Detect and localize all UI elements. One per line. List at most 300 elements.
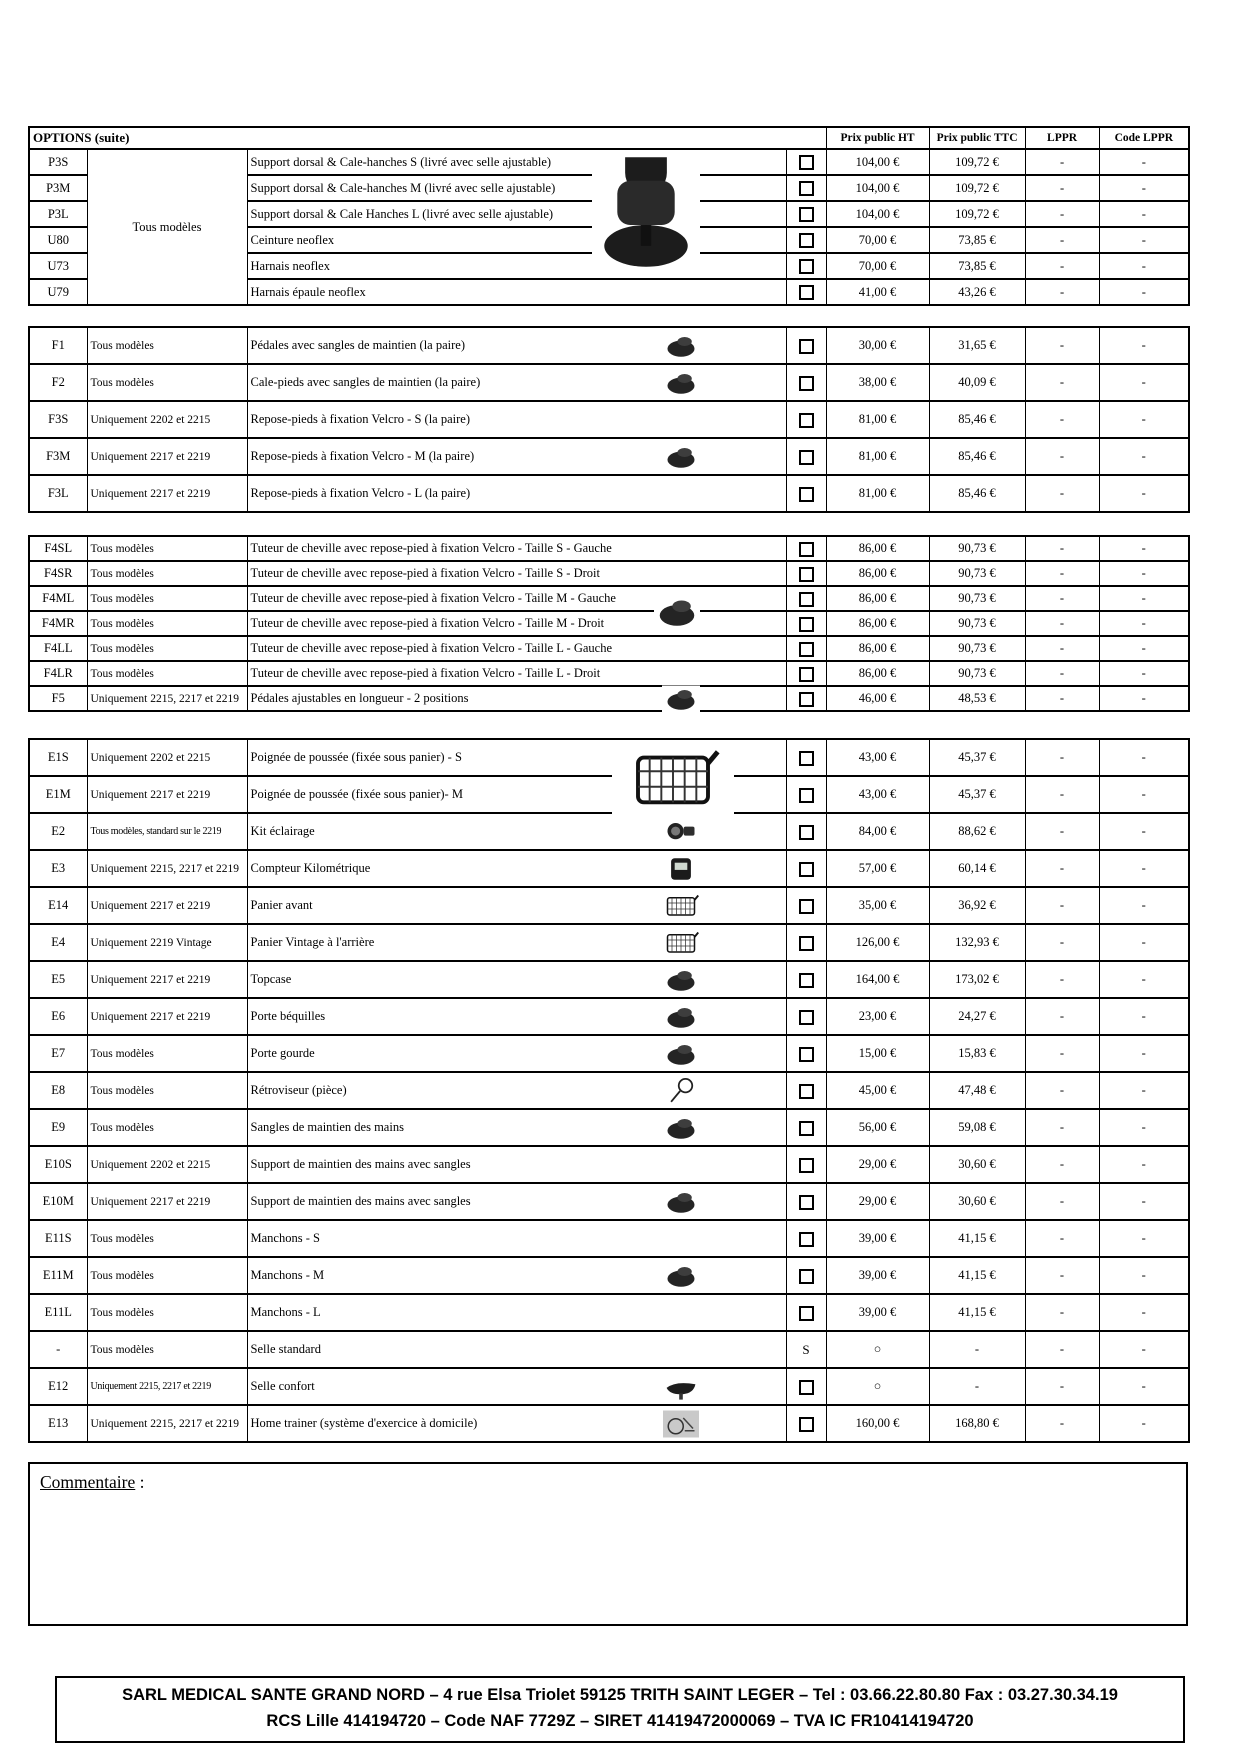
- table-row: [29, 1035, 1189, 1072]
- price-ht-cell: 81,00 €: [826, 438, 929, 475]
- price-ttc-cell: 43,26 €: [929, 279, 1025, 305]
- option-checkbox[interactable]: [799, 487, 814, 502]
- price-ttc-cell: 41,15 €: [929, 1294, 1025, 1331]
- price-ht-cell: 56,00 €: [826, 1109, 929, 1146]
- price-ttc-cell: 45,37 €: [929, 739, 1025, 776]
- option-checkbox[interactable]: [799, 1380, 814, 1395]
- lppr-cell: -: [1025, 586, 1099, 611]
- price-ht-cell: 43,00 €: [826, 739, 929, 776]
- lppr-cell: -: [1025, 1183, 1099, 1220]
- option-description: Repose-pieds à fixation Velcro - M (la paire): [250, 449, 475, 463]
- description-cell: [247, 924, 786, 961]
- option-description: Pédales ajustables en longueur - 2 positions: [250, 691, 469, 705]
- code-lppr-cell: -: [1099, 586, 1189, 611]
- price-ttc-cell: 132,93 €: [929, 924, 1025, 961]
- lppr-cell: -: [1025, 1257, 1099, 1294]
- price-ttc-cell: 109,72 €: [929, 175, 1025, 201]
- table-row: [29, 1368, 1189, 1405]
- price-ht-cell: 81,00 €: [826, 401, 929, 438]
- lppr-cell: -: [1025, 475, 1099, 512]
- code-lppr-cell: -: [1099, 636, 1189, 661]
- table-row: [29, 1257, 1189, 1294]
- table-row: [29, 1183, 1189, 1220]
- option-description: Manchons - L: [250, 1305, 321, 1319]
- comment-label: [40, 1472, 1176, 1493]
- code-lppr-cell: -: [1099, 475, 1189, 512]
- checkbox-cell: [786, 611, 826, 636]
- option-code-cell: F3M: [29, 438, 87, 475]
- option-description: Porte gourde: [250, 1046, 315, 1060]
- option-description: Compteur Kilométrique: [250, 861, 371, 875]
- option-description: Poignée de poussée (fixée sous panier) - S: [250, 750, 462, 764]
- option-checkbox[interactable]: [799, 1047, 814, 1062]
- home-trainer-photo: [662, 1410, 700, 1437]
- option-checkbox[interactable]: [799, 667, 814, 682]
- checkbox-cell: [786, 739, 826, 776]
- option-description: Selle standard: [250, 1342, 321, 1356]
- option-checkbox[interactable]: [799, 751, 814, 766]
- option-code-cell: F4SR: [29, 561, 87, 586]
- price-ttc-cell: 88,62 €: [929, 813, 1025, 850]
- price-ttc-cell: 41,15 €: [929, 1220, 1025, 1257]
- code-lppr-cell: -: [1099, 1294, 1189, 1331]
- price-ht-cell: 39,00 €: [826, 1257, 929, 1294]
- option-description: Support de maintien des mains avec sangles: [250, 1194, 471, 1208]
- description-cell: [247, 1035, 786, 1072]
- price-ttc-cell: 73,85 €: [929, 253, 1025, 279]
- mirror-photo: [662, 1077, 700, 1104]
- code-lppr-cell: -: [1099, 364, 1189, 401]
- description-cell: [247, 686, 786, 711]
- options-table-accessories: [28, 738, 1190, 1443]
- option-code-cell: E13: [29, 1405, 87, 1442]
- model-cell: Uniquement 2215, 2217 et 2219: [87, 850, 247, 887]
- checkbox-cell: [786, 813, 826, 850]
- price-ttc-cell: 40,09 €: [929, 364, 1025, 401]
- model-cell: Tous modèles: [87, 1257, 247, 1294]
- description-cell: [247, 636, 786, 661]
- price-ht-cell: ○: [826, 1331, 929, 1368]
- price-ttc-cell: 59,08 €: [929, 1109, 1025, 1146]
- option-description: Cale-pieds avec sangles de maintien (la paire): [250, 375, 481, 389]
- code-lppr-cell: -: [1099, 1183, 1189, 1220]
- price-ttc-cell: 85,46 €: [929, 438, 1025, 475]
- option-checkbox[interactable]: [799, 450, 814, 465]
- checkbox-cell: [786, 149, 826, 175]
- option-checkbox[interactable]: [799, 1158, 814, 1173]
- option-code-cell: F4LL: [29, 636, 87, 661]
- price-ht-cell: 57,00 €: [826, 850, 929, 887]
- price-ttc-cell: 15,83 €: [929, 1035, 1025, 1072]
- option-description: Repose-pieds à fixation Velcro - S (la paire): [250, 412, 470, 426]
- option-code-cell: F2: [29, 364, 87, 401]
- lppr-cell: -: [1025, 998, 1099, 1035]
- table-row: [29, 961, 1189, 998]
- option-description: Support dorsal & Cale-hanches M (livré avec selle ajustable): [250, 180, 556, 195]
- code-lppr-cell: -: [1099, 401, 1189, 438]
- comment-colon: :: [135, 1472, 145, 1492]
- hand-support-photo: [662, 1188, 700, 1215]
- code-lppr-cell: -: [1099, 149, 1189, 175]
- table-row: [29, 887, 1189, 924]
- table-row: [29, 813, 1189, 850]
- checkbox-cell: [786, 1294, 826, 1331]
- checkbox-cell: [786, 1072, 826, 1109]
- code-lppr-cell: -: [1099, 1257, 1189, 1294]
- description-cell: [247, 438, 786, 475]
- price-ttc-cell: 168,80 €: [929, 1405, 1025, 1442]
- lppr-cell: -: [1025, 611, 1099, 636]
- price-ttc-cell: 90,73 €: [929, 561, 1025, 586]
- code-lppr-cell: -: [1099, 1368, 1189, 1405]
- option-checkbox[interactable]: [799, 181, 814, 196]
- description-cell: [247, 327, 786, 364]
- option-checkbox[interactable]: [799, 1417, 814, 1432]
- table-row: [29, 1072, 1189, 1109]
- description-cell: [247, 201, 786, 227]
- code-lppr-cell: -: [1099, 1109, 1189, 1146]
- option-code-cell: -: [29, 1331, 87, 1368]
- price-ht-cell: 164,00 €: [826, 961, 929, 998]
- price-ttc-cell: 31,65 €: [929, 327, 1025, 364]
- price-ht-cell: 30,00 €: [826, 327, 929, 364]
- model-cell: Tous modèles: [87, 561, 247, 586]
- model-cell: Uniquement 2217 et 2219: [87, 887, 247, 924]
- option-description: Support de maintien des mains avec sangles: [250, 1157, 471, 1171]
- table-row: [29, 686, 1189, 711]
- description-cell: [247, 253, 786, 279]
- option-description: Repose-pieds à fixation Velcro - L (la paire): [250, 486, 471, 500]
- code-lppr-cell: -: [1099, 327, 1189, 364]
- checkbox-cell: [786, 475, 826, 512]
- backrest-support-photo: [592, 152, 700, 272]
- code-lppr-cell: -: [1099, 279, 1189, 305]
- price-ht-cell: 15,00 €: [826, 1035, 929, 1072]
- option-code-cell: F1: [29, 327, 87, 364]
- option-checkbox[interactable]: [799, 1269, 814, 1284]
- option-checkbox[interactable]: [799, 825, 814, 840]
- checkbox-cell: [786, 227, 826, 253]
- option-checkbox[interactable]: [799, 413, 814, 428]
- code-lppr-cell: -: [1099, 1146, 1189, 1183]
- checkbox-cell: [786, 561, 826, 586]
- option-checkbox[interactable]: [799, 1084, 814, 1099]
- code-lppr-cell: -: [1099, 561, 1189, 586]
- model-cell: Uniquement 2217 et 2219: [87, 998, 247, 1035]
- model-cell: Tous modèles: [87, 364, 247, 401]
- comment-box: [28, 1462, 1188, 1626]
- code-lppr-cell: -: [1099, 850, 1189, 887]
- option-code-cell: F4LR: [29, 661, 87, 686]
- price-ttc-cell: 24,27 €: [929, 998, 1025, 1035]
- option-code-cell: P3S: [29, 149, 87, 175]
- option-description: Harnais épaule neoflex: [250, 284, 366, 299]
- option-code-cell: E1S: [29, 739, 87, 776]
- lppr-cell: -: [1025, 201, 1099, 227]
- table-row: [29, 536, 1189, 561]
- price-ttc-cell: 36,92 €: [929, 887, 1025, 924]
- option-code-cell: U79: [29, 279, 87, 305]
- option-code-cell: F4SL: [29, 536, 87, 561]
- option-checkbox[interactable]: [799, 207, 814, 222]
- front-basket-photo: [662, 892, 700, 919]
- option-checkbox[interactable]: [799, 339, 814, 354]
- option-code-cell: F4ML: [29, 586, 87, 611]
- header-row: [29, 127, 1189, 149]
- table-row: [29, 1331, 1189, 1368]
- option-description: Kit éclairage: [250, 824, 315, 838]
- model-cell: Tous modèles: [87, 1035, 247, 1072]
- price-ttc-cell: 90,73 €: [929, 661, 1025, 686]
- description-cell: [247, 586, 786, 611]
- option-checkbox[interactable]: [799, 285, 814, 300]
- code-lppr-cell: -: [1099, 611, 1189, 636]
- model-cell: Uniquement 2202 et 2215: [87, 1146, 247, 1183]
- option-checkbox[interactable]: [799, 376, 814, 391]
- option-checkbox[interactable]: [799, 1010, 814, 1025]
- code-lppr-cell: -: [1099, 739, 1189, 776]
- ankle-support-photo: [654, 589, 700, 635]
- model-cell: Uniquement 2215, 2217 et 2219: [87, 1405, 247, 1442]
- lppr-cell: -: [1025, 887, 1099, 924]
- model-cell: Uniquement 2217 et 2219: [87, 776, 247, 813]
- option-description: Panier avant: [250, 898, 313, 912]
- price-ht-cell: 41,00 €: [826, 279, 929, 305]
- lppr-cell: -: [1025, 850, 1099, 887]
- checkbox-cell: [786, 1146, 826, 1183]
- option-checkbox[interactable]: [799, 1232, 814, 1247]
- lppr-cell: -: [1025, 253, 1099, 279]
- checkbox-cell: [786, 1257, 826, 1294]
- options-title: OPTIONS (suite): [29, 127, 826, 149]
- code-lppr-cell: -: [1099, 887, 1189, 924]
- model-cell: Uniquement 2202 et 2215: [87, 401, 247, 438]
- lppr-cell: -: [1025, 149, 1099, 175]
- hand-strap-photo: [662, 1114, 700, 1141]
- options-table-pedals: [28, 326, 1190, 513]
- table-row: [29, 1294, 1189, 1331]
- checkbox-cell: [786, 1405, 826, 1442]
- code-lppr-cell: -: [1099, 1331, 1189, 1368]
- option-description: Tuteur de cheville avec repose-pied à fixation Velcro - Taille M - Gauche: [250, 591, 616, 605]
- option-code-cell: E7: [29, 1035, 87, 1072]
- option-description: Tuteur de cheville avec repose-pied à fixation Velcro - Taille L - Gauche: [250, 641, 612, 655]
- option-description: Porte béquilles: [250, 1009, 326, 1023]
- description-cell: [247, 279, 786, 305]
- option-description: Sangles de maintien des mains: [250, 1120, 404, 1134]
- option-description: Poignée de poussée (fixée sous panier)- M: [250, 787, 463, 801]
- table-row: [29, 998, 1189, 1035]
- checkbox-cell: [786, 1183, 826, 1220]
- price-ht-cell: 86,00 €: [826, 536, 929, 561]
- option-checkbox[interactable]: [799, 1121, 814, 1136]
- table-row: [29, 739, 1189, 776]
- option-code-cell: E11L: [29, 1294, 87, 1331]
- option-code-cell: E2: [29, 813, 87, 850]
- option-description: Support dorsal & Cale-hanches S (livré avec selle ajustable): [250, 154, 552, 169]
- checkbox-cell: [786, 1109, 826, 1146]
- lppr-cell: -: [1025, 1146, 1099, 1183]
- price-ttc-cell: 60,14 €: [929, 850, 1025, 887]
- lppr-cell: -: [1025, 1294, 1099, 1331]
- option-code-cell: F3S: [29, 401, 87, 438]
- option-checkbox[interactable]: [799, 936, 814, 951]
- footer-line-2: RCS Lille 414194720 – Code NAF 7729Z – SIRET 41419472000069 – TVA IC FR10414194720: [266, 1711, 974, 1730]
- option-description: Tuteur de cheville avec repose-pied à fixation Velcro - Taille M - Droit: [250, 616, 605, 630]
- option-checkbox[interactable]: [799, 542, 814, 557]
- comment-word: Commentaire: [40, 1472, 136, 1492]
- code-lppr-cell: -: [1099, 813, 1189, 850]
- price-ttc-cell: 30,60 €: [929, 1146, 1025, 1183]
- option-checkbox[interactable]: [799, 155, 814, 170]
- checkbox-cell: [786, 279, 826, 305]
- pedal-straps-photo: [662, 332, 700, 359]
- model-cell: Tous modèles: [87, 586, 247, 611]
- code-lppr-cell: -: [1099, 227, 1189, 253]
- code-lppr-cell: -: [1099, 536, 1189, 561]
- comment-input-area[interactable]: [30, 1498, 1186, 1624]
- table-row: [29, 636, 1189, 661]
- velcro-footrests-photo: [662, 443, 700, 470]
- option-code-cell: U73: [29, 253, 87, 279]
- odometer-photo: [662, 855, 700, 882]
- table-row: [29, 586, 1189, 611]
- checkbox-cell: [786, 175, 826, 201]
- lppr-cell: -: [1025, 661, 1099, 686]
- price-ttc-cell: 47,48 €: [929, 1072, 1025, 1109]
- option-checkbox[interactable]: [799, 1306, 814, 1321]
- checkbox-cell: [786, 253, 826, 279]
- price-ht-cell: 104,00 €: [826, 149, 929, 175]
- table-row: [29, 611, 1189, 636]
- code-lppr-cell: -: [1099, 686, 1189, 711]
- description-cell: [247, 661, 786, 686]
- description-cell: [247, 149, 786, 175]
- price-ht-cell: 86,00 €: [826, 561, 929, 586]
- model-cell: Uniquement 2202 et 2215: [87, 739, 247, 776]
- option-code-cell: E1M: [29, 776, 87, 813]
- code-lppr-cell: -: [1099, 175, 1189, 201]
- model-cell: Uniquement 2215, 2217 et 2219: [87, 686, 247, 711]
- lppr-cell: -: [1025, 561, 1099, 586]
- option-code-cell: P3M: [29, 175, 87, 201]
- footer-line-1: SARL MEDICAL SANTE GRAND NORD – 4 rue Elsa Triolet 59125 TRITH SAINT LEGER – Tel : 03.66.22.80.80 Fax : 03.27.30.34.19: [122, 1686, 1118, 1704]
- option-code-cell: E8: [29, 1072, 87, 1109]
- description-cell: [247, 1183, 786, 1220]
- checkbox-cell: [786, 1331, 826, 1368]
- option-checkbox[interactable]: [799, 592, 814, 607]
- price-ttc-cell: 41,15 €: [929, 1257, 1025, 1294]
- description-cell: [247, 961, 786, 998]
- option-checkbox[interactable]: [799, 617, 814, 632]
- model-cell: Uniquement 2215, 2217 et 2219: [87, 1368, 247, 1405]
- checkbox-cell: [786, 364, 826, 401]
- description-cell: [247, 1220, 786, 1257]
- lppr-cell: -: [1025, 401, 1099, 438]
- lppr-cell: -: [1025, 364, 1099, 401]
- option-code-cell: E14: [29, 887, 87, 924]
- lppr-cell: -: [1025, 961, 1099, 998]
- description-cell: [247, 739, 786, 776]
- price-ttc-cell: 173,02 €: [929, 961, 1025, 998]
- model-cell: Tous modèles: [87, 611, 247, 636]
- price-ttc-cell: 45,37 €: [929, 776, 1025, 813]
- description-cell: [247, 561, 786, 586]
- option-checkbox[interactable]: [799, 233, 814, 248]
- option-checkbox[interactable]: [799, 862, 814, 877]
- option-checkbox[interactable]: [799, 788, 814, 803]
- option-code-cell: E10M: [29, 1183, 87, 1220]
- code-lppr-cell: -: [1099, 661, 1189, 686]
- price-ht-cell: 86,00 €: [826, 611, 929, 636]
- description-cell: [247, 998, 786, 1035]
- options-table-supports: [28, 126, 1190, 306]
- code-lppr-cell: -: [1099, 924, 1189, 961]
- table-row: [29, 364, 1189, 401]
- option-checkbox[interactable]: [799, 1195, 814, 1210]
- price-ht-cell: 86,00 €: [826, 636, 929, 661]
- table-row: [29, 1220, 1189, 1257]
- price-ht-cell: 39,00 €: [826, 1220, 929, 1257]
- option-code-cell: P3L: [29, 201, 87, 227]
- code-lppr-cell: -: [1099, 1072, 1189, 1109]
- option-description: Topcase: [250, 972, 292, 986]
- option-checkbox[interactable]: [799, 899, 814, 914]
- option-checkbox[interactable]: [799, 567, 814, 582]
- description-cell: [247, 1072, 786, 1109]
- table-row: [29, 850, 1189, 887]
- option-code-cell: E10S: [29, 1146, 87, 1183]
- option-description: Panier Vintage à l'arrière: [250, 935, 375, 949]
- description-cell: [247, 227, 786, 253]
- lppr-cell: -: [1025, 1109, 1099, 1146]
- price-ht-cell: 43,00 €: [826, 776, 929, 813]
- price-ttc-cell: -: [929, 1331, 1025, 1368]
- checkbox-cell: [786, 1035, 826, 1072]
- price-ht-cell: 45,00 €: [826, 1072, 929, 1109]
- lppr-cell: -: [1025, 279, 1099, 305]
- option-code-cell: E5: [29, 961, 87, 998]
- option-description: Tuteur de cheville avec repose-pied à fixation Velcro - Taille S - Gauche: [250, 541, 612, 555]
- code-lppr-cell: -: [1099, 998, 1189, 1035]
- model-cell: Uniquement 2217 et 2219: [87, 475, 247, 512]
- option-checkbox[interactable]: [799, 973, 814, 988]
- checkbox-cell: [786, 201, 826, 227]
- lppr-cell: -: [1025, 1035, 1099, 1072]
- price-ht-cell: 38,00 €: [826, 364, 929, 401]
- rear-vintage-basket-photo: [662, 929, 700, 956]
- option-checkbox[interactable]: [799, 692, 814, 707]
- checkbox-cell: [786, 636, 826, 661]
- description-cell: [247, 1405, 786, 1442]
- price-ht-cell: 39,00 €: [826, 1294, 929, 1331]
- description-cell: [247, 1109, 786, 1146]
- option-checkbox[interactable]: [799, 259, 814, 274]
- checkbox-cell: [786, 438, 826, 475]
- model-cell: Uniquement 2217 et 2219: [87, 1183, 247, 1220]
- column-header: Code LPPR: [1099, 127, 1189, 149]
- code-lppr-cell: -: [1099, 961, 1189, 998]
- price-ht-cell: 70,00 €: [826, 227, 929, 253]
- price-ttc-cell: 48,53 €: [929, 686, 1025, 711]
- price-ttc-cell: 90,73 €: [929, 611, 1025, 636]
- push-handle-basket-photo: [612, 744, 734, 814]
- checkbox-cell: [786, 586, 826, 611]
- option-checkbox[interactable]: [799, 642, 814, 657]
- bottle-holder-photo: [662, 1040, 700, 1067]
- lppr-cell: -: [1025, 438, 1099, 475]
- topcase-photo: [662, 966, 700, 993]
